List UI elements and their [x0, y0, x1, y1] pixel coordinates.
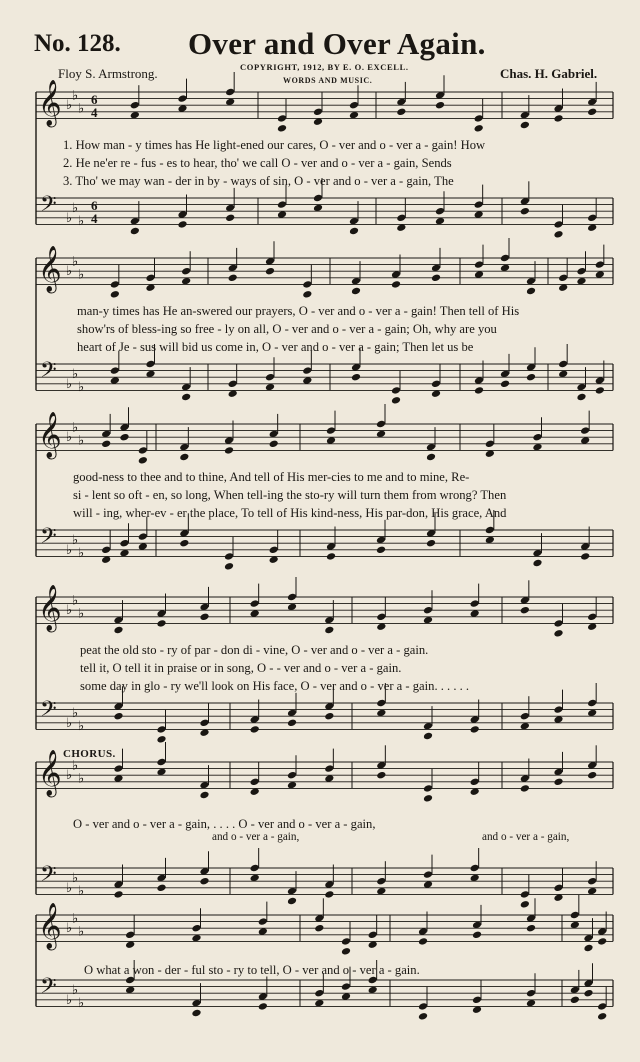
note-head	[595, 386, 605, 395]
flat-sign: ♭	[66, 98, 73, 114]
treble-clef: 𝄞	[38, 584, 62, 631]
note-head	[324, 626, 334, 635]
lyric-chorus-echo2: and o - ver a - gain,	[482, 831, 570, 843]
note-head	[199, 877, 209, 886]
note-head	[181, 393, 191, 402]
flat-sign: ♭	[66, 430, 73, 446]
note-head	[423, 732, 433, 741]
note-head	[324, 712, 334, 721]
hymn-title: Over and Over Again.	[188, 26, 486, 61]
note-head	[349, 227, 359, 236]
treble-clef: 𝄞	[38, 79, 62, 126]
note-head	[583, 944, 593, 953]
note-head	[520, 207, 530, 216]
note-head	[474, 124, 484, 133]
note-head	[520, 900, 530, 909]
note-head	[576, 393, 586, 402]
note-head	[472, 931, 482, 940]
flat-sign: ♭	[66, 376, 73, 392]
bass-clef: 𝄢	[40, 358, 57, 389]
note-head	[258, 1002, 268, 1011]
words-and-music-note: WORDS AND MUSIC.	[283, 76, 373, 85]
note-head	[324, 890, 334, 899]
note-head	[526, 373, 536, 382]
flat-sign: ♭	[66, 264, 73, 280]
note-head	[580, 552, 590, 561]
note-head	[597, 1012, 607, 1021]
note-head	[130, 227, 140, 236]
note-head	[269, 440, 279, 449]
flat-sign: ♭	[72, 366, 79, 382]
note-head	[431, 274, 441, 283]
note-head	[119, 433, 129, 442]
note-head	[396, 108, 406, 117]
note-head	[341, 947, 351, 956]
note-head	[532, 559, 542, 568]
note-head	[191, 1009, 201, 1018]
treble-clef: 𝄞	[38, 902, 62, 949]
note-head	[474, 386, 484, 395]
treble-clef: 𝄞	[38, 411, 62, 458]
lyric-verse2-line1: 2. He ne'er re - fus - es to hear, tho' we call O - ver and o - ver a - gain, Sends	[63, 156, 452, 170]
flat-sign: ♭	[78, 606, 85, 622]
flat-sign: ♭	[78, 924, 85, 940]
flat-sign: ♭	[66, 210, 73, 226]
time-signature: 6	[91, 91, 98, 107]
flat-sign: ♭	[72, 593, 79, 609]
flat-sign: ♭	[78, 101, 85, 117]
note-head	[418, 937, 428, 946]
note-head	[587, 771, 597, 780]
lyricist-credit: Floy S. Armstrong.	[58, 66, 158, 81]
lyric-verse2-line2: show'rs of bless-ing so free - ly on all, O - ver and o - ver a - gain; Oh, why are you	[77, 322, 497, 336]
note-head	[113, 890, 123, 899]
note-head	[426, 539, 436, 548]
note-head	[418, 1012, 428, 1021]
note-head	[553, 114, 563, 123]
flat-sign: ♭	[78, 719, 85, 735]
composer-credit: Chas. H. Gabriel.	[500, 66, 598, 81]
lyric-chorus-echo1: and o - ver a - gain,	[212, 831, 300, 843]
note-head	[520, 606, 530, 615]
flat-sign: ♭	[72, 200, 79, 216]
flat-sign: ♭	[72, 532, 79, 548]
bass-clef: 𝄢	[40, 862, 57, 893]
note-head	[287, 719, 297, 728]
lyric-chorus-line1: O - ver and o - ver a - gain, . . . . O - ver and o - ver a - gain,	[73, 817, 376, 831]
flat-sign: ♭	[66, 880, 73, 896]
note-head	[553, 230, 563, 239]
note-head	[179, 539, 189, 548]
note-head	[520, 121, 530, 130]
note-head	[228, 274, 238, 283]
note-head	[351, 373, 361, 382]
note-head	[113, 712, 123, 721]
note-head	[597, 937, 607, 946]
note-head	[156, 884, 166, 893]
flat-sign: ♭	[72, 870, 79, 886]
flat-sign: ♭	[72, 254, 79, 270]
lyric-verse3-line4: some day in glo - ry we'll look on His face, O - ver and o - ver a - gain. . . . . .	[80, 679, 470, 693]
copyright-notice: COPYRIGHT, 1912, BY E. O. EXCELL.	[240, 62, 409, 72]
flat-sign: ♭	[72, 705, 79, 721]
note-head	[570, 996, 580, 1005]
flat-sign: ♭	[78, 771, 85, 787]
note-head	[225, 214, 235, 223]
flat-sign: ♭	[78, 884, 85, 900]
note-head	[526, 924, 536, 933]
treble-clef: 𝄞	[38, 245, 62, 292]
note-head	[470, 725, 480, 734]
note-head	[224, 446, 234, 455]
note-head	[520, 784, 530, 793]
note-head	[553, 629, 563, 638]
hymn-number: No. 128.	[34, 30, 121, 57]
note-head	[351, 287, 361, 296]
flat-sign: ♭	[66, 715, 73, 731]
note-head	[526, 287, 536, 296]
note-head	[376, 771, 386, 780]
note-head	[423, 794, 433, 803]
note-head	[287, 897, 297, 906]
note-head	[583, 989, 593, 998]
note-head	[391, 280, 401, 289]
bass-clef: 𝄢	[40, 974, 57, 1005]
note-head	[302, 290, 312, 299]
flat-sign: ♭	[78, 546, 85, 562]
chorus-label: CHORUS.	[63, 748, 116, 760]
note-head	[250, 725, 260, 734]
flat-sign: ♭	[66, 921, 73, 937]
time-signature: 4	[91, 105, 98, 121]
note-head	[587, 108, 597, 117]
note-head	[110, 290, 120, 299]
note-head	[101, 440, 111, 449]
lyric-verse2-line4: tell it, O tell it in praise or in song, O - - ver and o - ver a - gain.	[80, 661, 402, 675]
lyric-verse1-line3: good-ness to thee and to thine, And tell of His mer-cies to me and to mine, Re-	[73, 470, 470, 484]
lyric-verse1-line2: man-y times has He an-swered our prayers, O - ver and o - ver a - gain! Then tell of His	[77, 304, 520, 318]
flat-sign: ♭	[66, 603, 73, 619]
bass-clef: 𝄢	[40, 697, 57, 728]
note-head	[199, 791, 209, 800]
flat-sign: ♭	[66, 768, 73, 784]
flat-sign: ♭	[78, 380, 85, 396]
flat-sign: ♭	[66, 542, 73, 558]
time-signature: 4	[91, 211, 98, 227]
note-head	[177, 220, 187, 229]
note-head	[265, 267, 275, 276]
note-head	[314, 924, 324, 933]
lyric-verse1-line1: 1. How man - y times has He light-ened our cares, O - ver and o - ver a - gain! How	[63, 138, 486, 152]
treble-clef: 𝄞	[38, 749, 62, 796]
note-head	[426, 453, 436, 462]
note-head	[113, 626, 123, 635]
lyric-verse3-line2: heart of Je - sus will bid us come in, O - ver and o - ver a - gain; Then let us be	[77, 340, 474, 354]
flat-sign: ♭	[78, 214, 85, 230]
bass-clef: 𝄢	[40, 192, 57, 223]
flat-sign: ♭	[72, 982, 79, 998]
lyric-verse3-line3: will - ing, wher-ev - er the place, To tell of His kind-ness, His par-don, His grace, And	[73, 506, 507, 520]
note-head	[224, 562, 234, 571]
lyric-verse1-line4: peat the old sto - ry of par - don di - vine, O - ver and o - ver a - gain.	[80, 643, 429, 657]
lyric-verse2-line3: si - lent so oft - en, so long, When tell-ing the sto-ry will turn them from wrong? Then	[73, 488, 507, 502]
note-head	[435, 101, 445, 110]
flat-sign: ♭	[72, 420, 79, 436]
note-head	[199, 613, 209, 622]
bass-clef: 𝄢	[40, 524, 57, 555]
flat-sign: ♭	[72, 758, 79, 774]
note-head	[500, 380, 510, 389]
lyric-chorus-line2: O what a won - der - ful sto - ry to tell, O - ver and o - ver a - gain.	[84, 963, 420, 977]
flat-sign: ♭	[78, 267, 85, 283]
note-head	[179, 453, 189, 462]
flat-sign: ♭	[66, 992, 73, 1008]
note-head	[376, 546, 386, 555]
note-head	[553, 778, 563, 787]
flat-sign: ♭	[72, 911, 79, 927]
note-head	[277, 124, 287, 133]
flat-sign: ♭	[72, 88, 79, 104]
note-head	[138, 456, 148, 465]
note-head	[326, 552, 336, 561]
lyric-verse3-line1: 3. Tho' we may wan - der in by - ways of sin, O - ver and o - ver a - gain, The	[63, 174, 454, 188]
note-head	[156, 619, 166, 628]
flat-sign: ♭	[78, 433, 85, 449]
time-signature: 6	[91, 197, 98, 213]
flat-sign: ♭	[78, 996, 85, 1012]
note-head	[391, 396, 401, 405]
